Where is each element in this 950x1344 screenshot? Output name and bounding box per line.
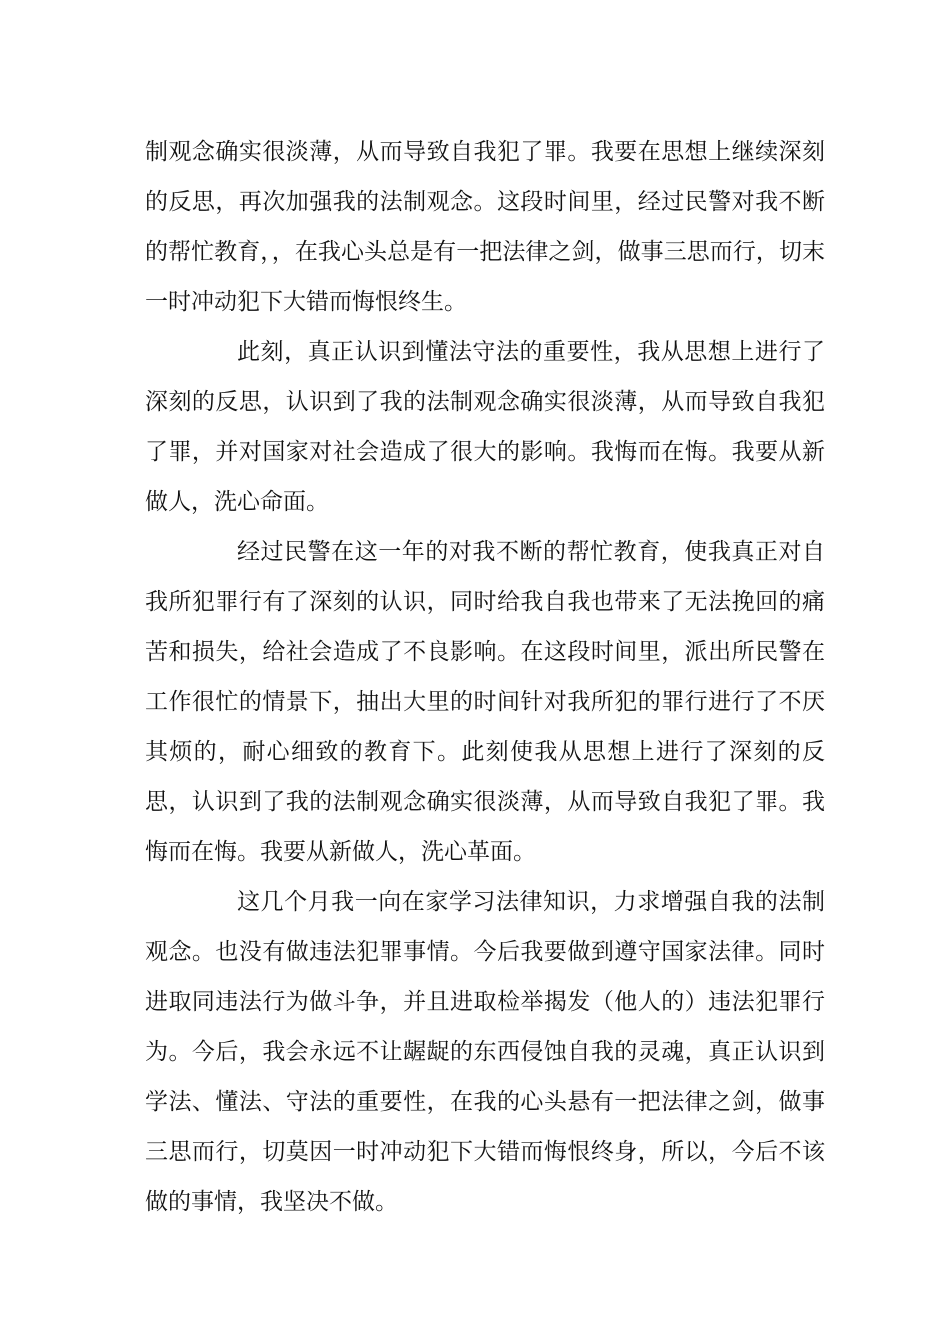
paragraph: 此刻，真正认识到懂法守法的重要性，我从思想上进行了深刻的反思，认识到了我的法制观念确实很淡薄，从而导致自我犯了罪，并对国家对社会造成了很大的影响。我悔而在悔。我要从新做人，洗心命面。 [145,339,825,515]
document-body [145,127,825,1227]
paragraph-continued: 制观念确实很淡薄，从而导致自我犯了罪。我要在思想上继续深刻的反思，再次加强我的法制观念。这段时间里，经过民警对我不断的帮忙教育，，在我心头总是有一把法律之剑，做事三思而行，切末一时冲动犯下大错而悔恨终生。 [145,139,825,315]
paragraph: 经过民警在这一年的对我不断的帮忙教育，使我真正对自我所犯罪行有了深刻的认识，同时给我自我也带来了无法挽回的痛苦和损失，给社会造成了不良影响。在这段时间里，派出所民警在工作很忙的情景下，抽出大里的时间针对我所犯的罪行进行了不厌其烦的，耐心细致的教育下。此刻使我从思想上进行了深刻的反思，认识到了我的法制观念确实很淡薄，从而导致自我犯了罪。我悔而在悔。我要从新做人，洗心革面。 [145,539,825,865]
paragraph: 这几个月我一向在家学习法律知识，力求增强自我的法制观念。也没有做违法犯罪事情。今后我要做到遵守国家法律。同时进取同违法行为做斗争，并且进取检举揭发（他人的）违法犯罪行为。今后，我会永远不让龌龊的东西侵蚀自我的灵魂，真正认识到学法、懂法、守法的重要性，在我的心头悬有一把法律之剑，做事三思而行，切莫因一时冲动犯下大错而悔恨终身，所以，今后不该做的事情，我坚决不做。 [145,889,825,1215]
